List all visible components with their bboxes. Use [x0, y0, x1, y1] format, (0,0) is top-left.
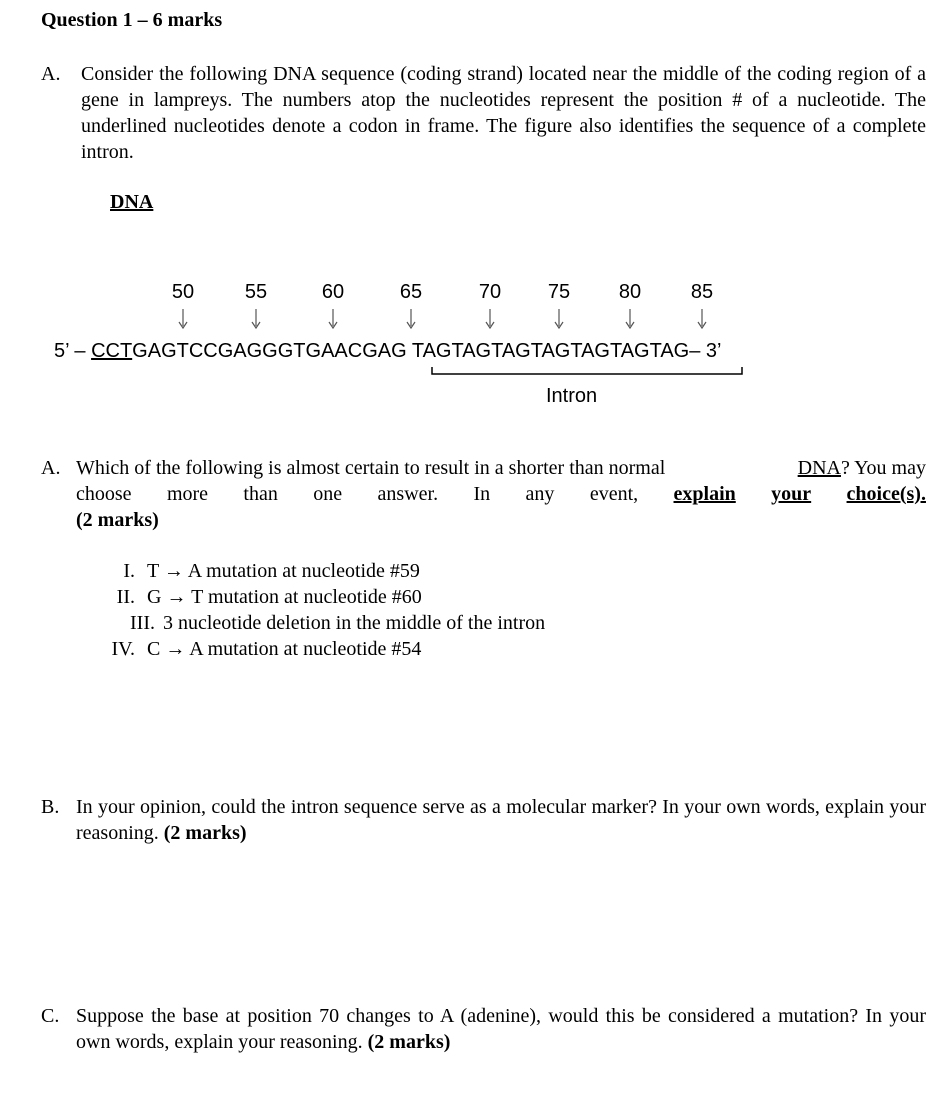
question-a-emphasis: your [771, 483, 812, 505]
down-arrow-icon [313, 308, 353, 330]
question-a-word: than [243, 483, 278, 505]
dna-heading: DNA [110, 191, 154, 213]
option-number: I. [123, 560, 135, 582]
position-number: 70 [478, 281, 502, 303]
question-a-word: event, [589, 483, 639, 505]
intro-text: Consider the following DNA sequence (coding strand) located near the middle of the coding region of a gene in lampreys. The numbers atop the nucleotides represent the position # of a nucleotide. The underlined nucleotides denote a codon in frame. The figure also identifies the sequence of a complete intron. [81, 63, 926, 163]
option-number: II. [116, 586, 135, 608]
question-title: Question 1 – 6 marks [41, 9, 223, 31]
question-b-text: In your opinion, could the intron sequence serve as a molecular marker? In your own words, explain your reasoning. [76, 796, 926, 844]
sequence-body: GAGTCCGAGGGTGAACGAG TAGTAGTAGTAGTAGTAGTAG [132, 340, 690, 362]
dna-sequence [54, 340, 722, 363]
position-number: 65 [399, 281, 423, 303]
question-b-body [76, 794, 926, 846]
question-a-line-1 [76, 455, 926, 481]
question-c-marks: (2 marks) [367, 1031, 451, 1053]
question-a-emphasis: choice(s). [846, 483, 926, 505]
question-a-word: any [525, 483, 555, 505]
down-arrow-icon [391, 308, 431, 330]
question-c-text: Suppose the base at position 70 changes to A (adenine), would this be considered a mutation? In your own words, explain your reasoning. [76, 1005, 926, 1053]
question-a-emphasis: explain [673, 483, 736, 505]
down-arrow-icon [610, 308, 650, 330]
question-a-word: In [473, 483, 491, 505]
question-b-label: B. [41, 796, 60, 818]
question-a-label: A. [41, 457, 61, 479]
question-a-dna-underlined: DNA [797, 457, 841, 479]
position-number: 75 [547, 281, 571, 303]
position-number: 60 [321, 281, 345, 303]
position-number: 85 [690, 281, 714, 303]
question-a-word: one [313, 483, 343, 505]
option-number: IV. [111, 638, 135, 660]
question-a-line-2 [76, 481, 926, 507]
sequence-prefix: 5’ – [54, 340, 92, 362]
down-arrow-icon [682, 308, 722, 330]
option-number: III. [130, 612, 155, 634]
in-frame-codon: CCT [91, 340, 133, 362]
down-arrow-icon [163, 308, 203, 330]
question-c-label: C. [41, 1005, 60, 1027]
position-number: 55 [244, 281, 268, 303]
position-number: 50 [171, 281, 195, 303]
position-number: 80 [618, 281, 642, 303]
question-b-marks: (2 marks) [163, 822, 247, 844]
intron-label: Intron [546, 385, 598, 407]
question-a-word: answer. [377, 483, 439, 505]
intro-label: A. [41, 63, 61, 85]
intron-bracket [430, 366, 745, 378]
question-c-body [76, 1003, 926, 1055]
option-text: G → T mutation at nucleotide #60 [147, 586, 422, 608]
down-arrow-icon [539, 308, 579, 330]
sequence-suffix: – 3’ [689, 340, 722, 362]
question-a-text-end: ? You may [840, 457, 926, 479]
option-text: 3 nucleotide deletion in the middle of the intron [163, 612, 546, 634]
question-a-word: choose [76, 483, 132, 505]
question-a-marks: (2 marks) [76, 509, 159, 531]
option-text: C → A mutation at nucleotide #54 [147, 638, 422, 660]
down-arrow-icon [470, 308, 510, 330]
question-a-text: Which of the following is almost certain to result in a shorter than normal [76, 457, 666, 479]
down-arrow-icon [236, 308, 276, 330]
question-a-word: more [166, 483, 209, 505]
option-text: T → A mutation at nucleotide #59 [147, 560, 420, 582]
